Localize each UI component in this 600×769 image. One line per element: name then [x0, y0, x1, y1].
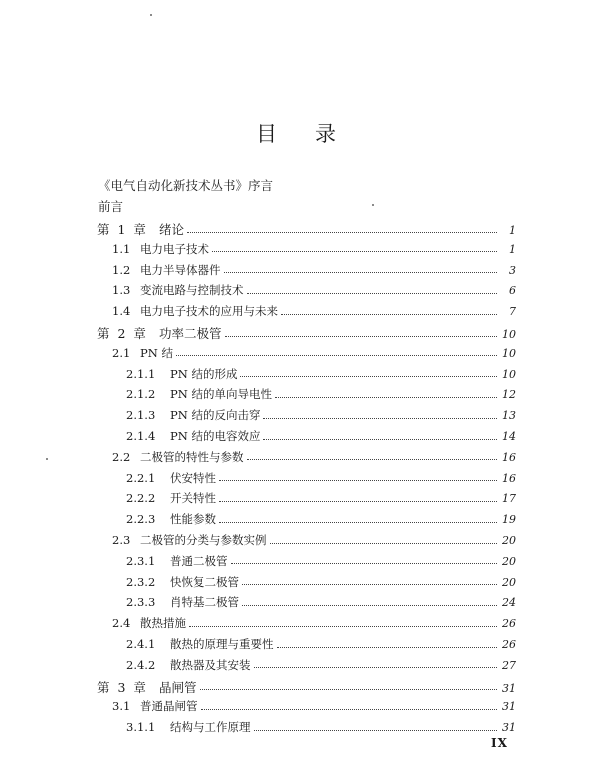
- toc-entry-number: 2.1.3: [126, 408, 156, 423]
- toc-entry-title: 散热的原理与重要性: [170, 637, 274, 651]
- toc-leader-dots: [254, 667, 498, 668]
- toc-entry-number: 2.3.1: [126, 553, 156, 568]
- toc-leader-dots: [176, 355, 497, 356]
- toc-entry-title: 散热措施: [140, 616, 186, 631]
- toc-section-entry[interactable]: [112, 303, 516, 319]
- toc-entry-title: 绪论: [159, 222, 185, 237]
- toc-entry-page: 3: [509, 263, 516, 277]
- toc-leader-dots: [219, 501, 497, 502]
- toc-leader-dots: [219, 522, 497, 523]
- toc-entry-page: 16: [502, 471, 516, 485]
- toc-entry-page: 10: [502, 367, 516, 381]
- toc-section-entry[interactable]: [126, 428, 516, 444]
- toc-section-entry[interactable]: [126, 470, 516, 486]
- toc-chapter-entry[interactable]: [97, 678, 516, 696]
- toc-entry-page: 20: [502, 534, 516, 547]
- toc-entry-page: 14: [502, 430, 516, 443]
- toc-entry-title: 普通二极管: [170, 553, 228, 568]
- toc-entry-number: 2.3.3: [126, 595, 156, 610]
- toc-entry-page: 17: [502, 492, 516, 506]
- toc-entry-number: 2.1: [112, 345, 131, 360]
- toc-entry-title: 快恢复二极管: [170, 574, 239, 589]
- toc-leader-dots: [247, 459, 498, 460]
- toc-entry-title: PN 结的单向导电性: [170, 387, 272, 402]
- toc-entry-number: 2.3: [112, 533, 131, 547]
- toc-entry-number: 2.4.1: [126, 637, 156, 651]
- toc-entry-title: PN 结的电容效应: [170, 429, 261, 443]
- toc-entry-number: 第 2 章: [97, 326, 148, 341]
- toc-entry-number: 2.2: [112, 449, 131, 464]
- page-title: 目录: [256, 122, 374, 146]
- toc-entry-page: 20: [502, 554, 516, 568]
- toc-entry-number: 2.1.1: [126, 366, 156, 381]
- toc-entry-page: 27: [502, 658, 516, 672]
- toc-leader-dots: [219, 480, 497, 481]
- scan-speck: [46, 458, 48, 460]
- toc-entry-page: 20: [502, 575, 516, 589]
- toc-entry-number: 1.4: [112, 304, 131, 319]
- toc-leader-dots: [187, 232, 497, 233]
- toc-entry-title: 普通晶闸管: [140, 699, 198, 714]
- toc-section-entry[interactable]: [112, 449, 516, 465]
- toc-leader-dots: [225, 336, 497, 337]
- toc-entry-title: 散热器及其安装: [170, 657, 251, 672]
- toc-section-entry[interactable]: [112, 282, 516, 298]
- toc-entry-number: 2.4: [112, 616, 131, 631]
- toc-section-entry[interactable]: [126, 553, 516, 569]
- toc-leader-dots: [201, 709, 498, 710]
- toc-entry-title: 二极管的分类与参数实例: [140, 533, 267, 547]
- toc-entry-title: 电力电子技术: [140, 241, 209, 256]
- toc-entry-title: 晶闸管: [159, 679, 197, 695]
- toc-entry-title: 电力半导体器件: [140, 262, 221, 277]
- toc-entry-title: 功率二极管: [159, 326, 222, 341]
- toc-entry-title: PN 结: [140, 345, 173, 360]
- toc-chapter-entry[interactable]: [97, 324, 516, 342]
- toc-entry-page: 10: [502, 328, 516, 341]
- toc-section-entry[interactable]: [126, 366, 516, 382]
- toc-entry-page: 19: [502, 513, 516, 527]
- toc-entry-number: 3.1: [112, 699, 131, 714]
- toc-leader-dots: [189, 626, 497, 627]
- toc-section-entry[interactable]: [112, 698, 516, 714]
- toc-section-entry[interactable]: [126, 511, 516, 527]
- toc-entry-number: 1.1: [112, 241, 131, 256]
- toc-leader-dots: [212, 251, 497, 252]
- toc-entry-page: 31: [502, 721, 516, 735]
- toc-entry-page: 31: [502, 681, 516, 695]
- toc-section-entry[interactable]: [112, 532, 516, 548]
- toc-entry-page: 7: [509, 305, 516, 319]
- toc-section-entry[interactable]: [126, 407, 516, 423]
- toc-section-entry[interactable]: [126, 386, 516, 402]
- toc-leader-dots: [240, 376, 497, 377]
- toc-section-entry[interactable]: [112, 241, 516, 257]
- toc-entry-title: PN 结的形成: [170, 366, 238, 381]
- toc-section-entry[interactable]: [126, 490, 516, 506]
- toc-entry-page: 26: [502, 617, 516, 631]
- toc-section-entry[interactable]: [126, 719, 516, 735]
- toc-entry-number: 1.3: [112, 283, 131, 298]
- toc-entry-number: 2.4.2: [126, 657, 156, 672]
- toc-entry-number: 2.3.2: [126, 574, 156, 589]
- toc-entry-page: 26: [502, 638, 516, 651]
- toc-entry-page: 24: [502, 596, 516, 610]
- toc-foreword[interactable]: 前言: [98, 199, 124, 214]
- toc-leader-dots: [247, 293, 498, 294]
- toc-leader-dots: [263, 418, 497, 419]
- toc-section-entry[interactable]: [112, 345, 516, 361]
- toc-chapter-entry[interactable]: [97, 220, 516, 238]
- toc-leader-dots: [200, 689, 497, 690]
- toc-entry-number: 2.1.2: [126, 387, 156, 402]
- toc-entry-page: 6: [509, 284, 516, 298]
- toc-entry-page: 13: [502, 409, 516, 423]
- toc-section-entry[interactable]: [112, 615, 516, 631]
- toc-leader-dots: [281, 314, 497, 315]
- toc-leader-dots: [270, 543, 498, 544]
- toc-entry-title: 变流电路与控制技术: [140, 283, 244, 298]
- toc-entry-page: 31: [502, 700, 516, 714]
- toc-entry-number: 1.2: [112, 262, 131, 277]
- toc-entry-page: 12: [502, 388, 516, 402]
- toc-series-preface[interactable]: 《电气自动化新技术丛书》序言: [98, 178, 274, 193]
- scan-speck: [150, 14, 152, 16]
- toc-entry-page: 1: [509, 224, 516, 237]
- toc-section-entry[interactable]: [126, 636, 516, 652]
- toc-entry-title: 电力电子技术的应用与未来: [140, 304, 278, 319]
- toc-entry-page: 1: [509, 242, 516, 256]
- toc-entry-title: 肖特基二极管: [170, 595, 239, 610]
- toc-leader-dots: [231, 563, 498, 564]
- toc-leader-dots: [277, 647, 498, 648]
- toc-entry-number: 2.2.2: [126, 491, 156, 506]
- toc-section-entry[interactable]: [126, 574, 516, 590]
- toc-leader-dots: [275, 397, 497, 398]
- toc-section-entry[interactable]: [112, 262, 516, 278]
- toc-leader-dots: [254, 730, 498, 731]
- toc-entry-title: 性能参数: [170, 512, 216, 527]
- toc-entry-number: 2.2.1: [126, 470, 156, 485]
- toc-entry-number: 3.1.1: [126, 720, 156, 735]
- page-number: IX: [491, 736, 508, 750]
- toc-leader-dots: [263, 439, 497, 440]
- toc-leader-dots: [242, 605, 497, 606]
- toc-leader-dots: [224, 272, 498, 273]
- toc-entry-page: 16: [502, 450, 516, 464]
- scan-speck: [372, 204, 374, 206]
- toc-entry-title: PN 结的反向击穿: [170, 408, 261, 423]
- toc-entry-title: 结构与工作原理: [170, 720, 251, 735]
- toc-entry-number: 2.1.4: [126, 429, 156, 443]
- toc-entry-title: 二极管的特性与参数: [140, 449, 244, 464]
- toc-entry-title: 伏安特性: [170, 470, 216, 485]
- toc-entry-page: 10: [502, 346, 516, 360]
- toc-entry-title: 开关特性: [170, 491, 216, 506]
- toc-entry-number: 第 3 章: [97, 679, 148, 695]
- toc-leader-dots: [242, 584, 497, 585]
- toc-entry-number: 第 1 章: [97, 222, 148, 237]
- toc-section-entry[interactable]: [126, 594, 516, 610]
- toc-section-entry[interactable]: [126, 657, 516, 673]
- toc-entry-number: 2.2.3: [126, 512, 156, 527]
